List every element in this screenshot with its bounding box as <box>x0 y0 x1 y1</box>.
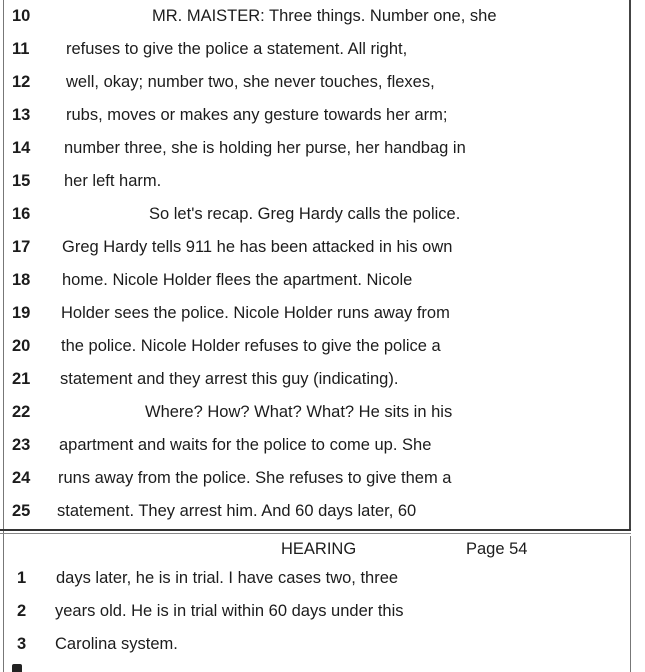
line-text: refuses to give the police a statement. All right, <box>66 40 408 58</box>
line-number: 1 <box>17 569 27 587</box>
transcript-line <box>0 132 645 165</box>
transcript-line <box>0 595 645 628</box>
transcript-line <box>0 297 645 330</box>
transcript-line <box>0 562 645 595</box>
page-header-title: HEARING <box>281 540 357 558</box>
line-text: Carolina system. <box>55 635 178 653</box>
transcript-line <box>0 462 645 495</box>
line-text: Where? How? What? What? He sits in his <box>145 403 453 421</box>
transcript-line <box>0 495 645 528</box>
line-text: runs away from the police. She refuses to give them a <box>58 469 452 487</box>
line-text: years old. He is in trial within 60 days under this <box>55 602 404 620</box>
line-number: 10 <box>12 7 31 25</box>
transcript-line <box>0 165 645 198</box>
transcript-block-bottom <box>0 562 645 661</box>
transcript-line <box>0 0 645 33</box>
transcript-line <box>0 330 645 363</box>
line-number: 2 <box>17 602 27 620</box>
transcript-line <box>0 429 645 462</box>
line-text: days later, he is in trial. I have cases two, three <box>56 569 399 587</box>
line-number: 11 <box>12 40 30 58</box>
line-text: statement and they arrest this guy (indicating). <box>60 370 399 388</box>
line-text: Holder sees the police. Nicole Holder runs away from <box>61 304 450 322</box>
line-number: 17 <box>12 238 31 256</box>
line-text: the police. Nicole Holder refuses to give the police a <box>61 337 441 355</box>
line-number: 25 <box>12 502 31 520</box>
line-number: 14 <box>12 139 31 157</box>
line-text: home. Nicole Holder flees the apartment. Nicole <box>62 271 413 289</box>
line-text: Greg Hardy tells 911 he has been attacked in his own <box>62 238 453 256</box>
transcript-line <box>0 396 645 429</box>
page-break-rule-thin <box>0 533 631 534</box>
cut-off-line-number <box>12 664 22 672</box>
page-break-rule <box>0 529 631 531</box>
line-number: 15 <box>12 172 31 190</box>
transcript-line <box>0 99 645 132</box>
line-number: 20 <box>12 337 31 355</box>
transcript-line <box>0 66 645 99</box>
line-number: 23 <box>12 436 31 454</box>
transcript-line <box>0 33 645 66</box>
line-text: So let's recap. Greg Hardy calls the police. <box>149 205 461 223</box>
page-number-label: Page 54 <box>466 540 528 558</box>
line-text: her left harm. <box>64 172 162 190</box>
line-number: 22 <box>12 403 31 421</box>
line-number: 21 <box>12 370 31 388</box>
line-text: rubs, moves or makes any gesture towards her arm; <box>66 106 448 124</box>
line-text: apartment and waits for the police to come up. She <box>59 436 432 454</box>
line-text: well, okay; number two, she never touches, flexes, <box>66 73 435 91</box>
line-number: 24 <box>12 469 31 487</box>
transcript-line <box>0 628 645 661</box>
transcript-line <box>0 264 645 297</box>
transcript-line <box>0 231 645 264</box>
line-number: 19 <box>12 304 31 322</box>
line-text: statement. They arrest him. And 60 days later, 60 <box>57 502 417 520</box>
line-number: 18 <box>12 271 31 289</box>
line-text: number three, she is holding her purse, her handbag in <box>64 139 466 157</box>
transcript-line <box>0 198 645 231</box>
line-number: 13 <box>12 106 31 124</box>
line-text: MR. MAISTER: Three things. Number one, she <box>152 7 497 25</box>
line-number: 16 <box>12 205 31 223</box>
line-number: 3 <box>17 635 27 653</box>
line-number: 12 <box>12 73 31 91</box>
transcript-line <box>0 363 645 396</box>
